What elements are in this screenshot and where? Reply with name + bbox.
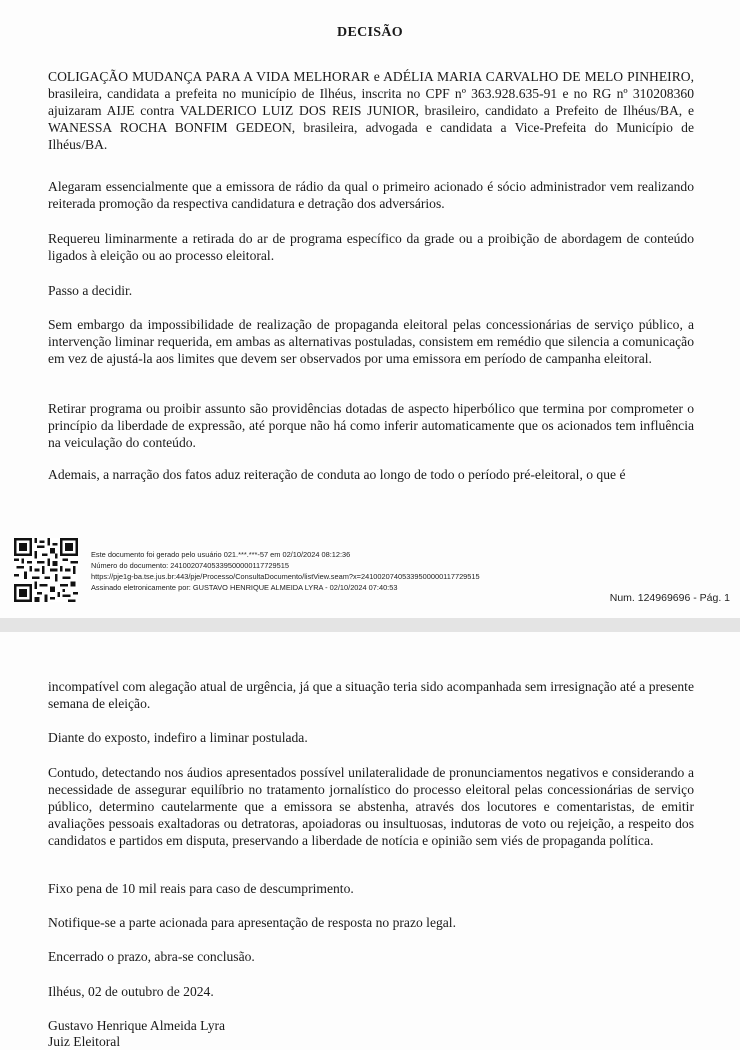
paragraph-urgency: incompatível com alegação atual de urgência, já que a situação teria sido acompanhada sem irresignação até a presente semana de eleição.: [48, 679, 694, 711]
paragraph-expression: Retirar programa ou proibir assunto são providências dotadas de aspecto hiperbólico que termina por comprometer o princípio da liberdade de expressão, até porque não há como inferir automaticamente que os acionados tem influência na veiculação do conteúdo.: [48, 401, 694, 450]
document-title: DECISÃO: [337, 25, 403, 40]
paragraph-moreover: Ademais, a narração dos fatos aduz reiteração de conduta ao longo de todo o período pré-eleitoral, o que é: [48, 467, 626, 482]
page-separator: [0, 618, 740, 632]
document-url: https://pje1g-ba.tse.jus.br:443/pje/Processo/ConsultaDocumento/listView.seam?x=24100207405339500000117729515: [91, 572, 480, 581]
paragraph-request: Requereu liminarmente a retirada do ar de programa específico da grade ou a proibição de abordagem de conteúdo ligados à eleição ou ao processo eleitoral.: [48, 231, 694, 263]
paragraph-reasoning: Sem embargo da impossibilidade de realização de propaganda eleitoral pelas concessionárias de serviço público, a intervenção liminar requerida, em ambas as alternativas postuladas, consistem em remédio que silencia a comunicação em vez de ajustá-la aos limites que devem ser observados por uma emissora em período de campanha eleitoral.: [48, 317, 694, 366]
paragraph-ruling: Diante do exposto, indefiro a liminar postulada.: [48, 730, 308, 745]
paragraph-allegations: Alegaram essencialmente que a emissora de rádio da qual o primeiro acionado é sócio administrador vem realizando reiterada promoção da respectiva candidatura e detração dos adversários.: [48, 179, 694, 211]
paragraph-penalty: Fixo pena de 10 mil reais para caso de descumprimento.: [48, 881, 354, 896]
signed-by-text: Assinado eletronicamente por: GUSTAVO HENRIQUE ALMEIDA LYRA - 02/10/2024 07:40:53: [91, 583, 398, 592]
page-number: Num. 124969696 - Pág. 1: [609, 592, 730, 604]
paragraph-notify: Notifique-se a parte acionada para apresentação de resposta no prazo legal.: [48, 915, 456, 930]
paragraph-parties: COLIGAÇÃO MUDANÇA PARA A VIDA MELHORAR e ADÉLIA MARIA CARVALHO DE MELO PINHEIRO, brasileira, candidata a prefeita no município de Ilhéus, inscrita no CPF nº 363.928.635-91 e no RG nº 310208360 ajuizaram AIJE contra VALDERICO LUIZ DOS REIS JUNIOR, brasileiro, candidato a Prefeito de Ilhéus/BA, e WANESSA ROCHA BONFIM GEDEON, brasileira, advogada e candidata a Vice-Prefeita do Município de Ilhéus/BA.: [48, 69, 694, 152]
paragraph-decide: Passo a decidir.: [48, 283, 133, 298]
signature-name: Gustavo Henrique Almeida Lyra: [48, 1018, 226, 1033]
paragraph-conclusion: Encerrado o prazo, abra-se conclusão.: [48, 949, 255, 964]
date-line: Ilhéus, 02 de outubro de 2024.: [48, 984, 214, 999]
qr-code: [14, 538, 78, 602]
document-page-2: [0, 632, 740, 1050]
document-metadata: [91, 549, 611, 593]
paragraph-order: Contudo, detectando nos áudios apresentados possível unilateralidade de pronunciamentos negativos e considerando a necessidade de assegurar equilíbrio no tratamento jornalístico do processo eleitoral pelas concessionárias de serviço público, determino cautelarmente que a emissora se abstenha, através dos locutores e comentaristas, de emitir avaliações pessoais exaltadoras ou detratoras, apoiadoras ou insultuosas, indutoras de voto ou rejeição, a respeito dos candidatos e partidos em disputa, preservando a liberdade de notícia e opinião sem viés de propaganda política.: [48, 765, 694, 848]
generated-by-text: Este documento foi gerado pelo usuário 021.***.***-57 em 02/10/2024 08:12:36: [91, 550, 351, 559]
signature-role: Juiz Eleitoral: [48, 1034, 121, 1049]
document-number-text: Número do documento: 24100207405339500000117729515: [91, 561, 289, 570]
